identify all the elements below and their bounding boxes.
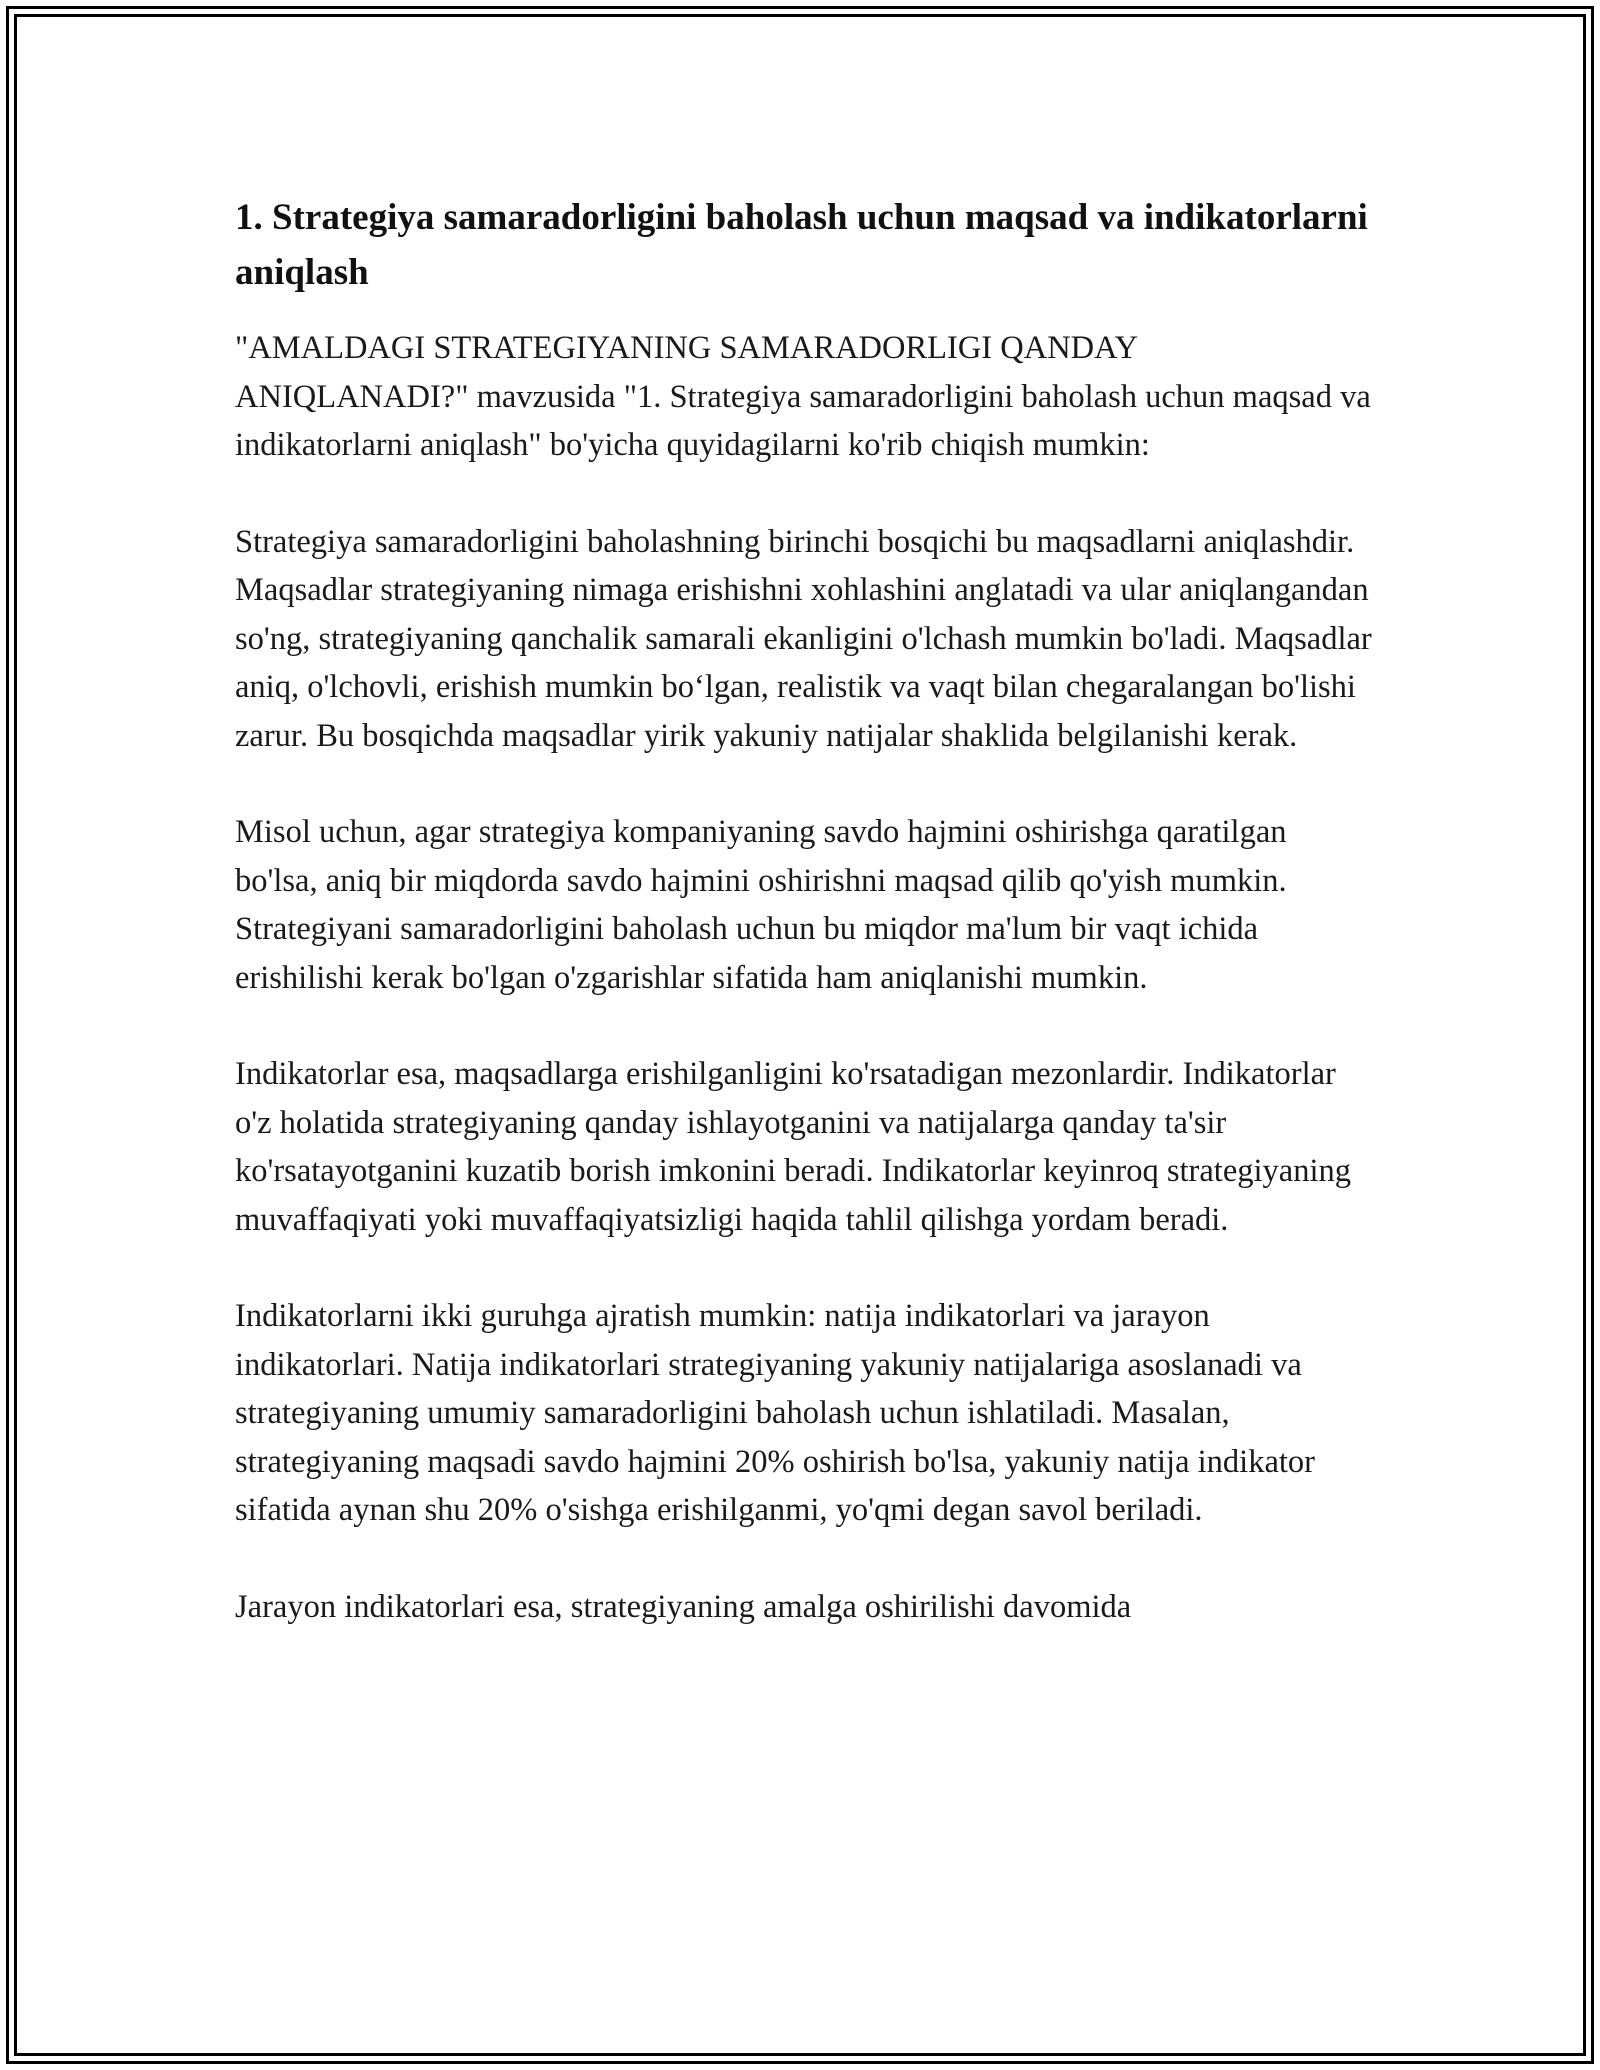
paragraph-process-indicators: Jarayon indikatorlari esa, strategiyaning amalga oshirilishi davomida [235, 1588, 1132, 1625]
paragraph-indicator-groups: Indikatorlarni ikki guruhga ajratish mumkin: natija indikatorlari va jarayon indikatorlari. Natija indikatorlari strategiyaning yakuniy natijalariga asoslanadi va strategiyaning umumiy samaradorligini baholash uchun ishlatiladi. Masalan, strategiyaning maqsadi savdo hajmini 20% oshirish bo'lsa, yakuniy natija indikator sifatida aynan shu 20% o'sishga erishilganmi, yo'qmi degan savol beriladi. [235, 1298, 1315, 1528]
paragraph-example: Misol uchun, agar strategiya kompaniyaning savdo hajmini oshirishga qaratilgan bo'lsa, aniq bir miqdorda savdo hajmini oshirishni maqsad qilib qo'yish mumkin. Strategiyani samaradorligini baholash uchun bu miqdor ma'lum bir vaqt ichida erishilishi kerak bo'lgan o'zgarishlar sifatida ham aniqlanishi mumkin. [235, 814, 1287, 996]
paragraph-indicators: Indikatorlar esa, maqsadlarga erishilganligini ko'rsatadigan mezonlardir. Indikatorlar o'z holatida strategiyaning qanday ishlayotganini va natijalarga qanday ta'sir ko'rsatayotganini kuzatib borish imkonini beradi. Indikatorlar keyinroq strategiyaning muvaffaqiyati yoki muvaffaqiyatsizligi haqida tahlil qilishga yordam beradi. [235, 1056, 1351, 1238]
section-title: 1. Strategiya samaradorligini baholash uchun maqsad va indikatorlarni aniqlash [235, 197, 1368, 293]
document-page [235, 190, 1375, 1631]
paragraph-intro: "AMALDAGI STRATEGIYANING SAMARADORLIGI QANDAY ANIQLANADI?" mavzusida "1. Strategiya samaradorligini baholash uchun maqsad va indikatorlarni aniqlash" bo'yicha quyidagilarni ko'rib chiqish mumkin: [235, 330, 1371, 463]
paragraph-goals: Strategiya samaradorligini baholashning birinchi bosqichi bu maqsadlarni aniqlashdir. Maqsadlar strategiyaning nimaga erishishni xohlashini anglatadi va ular aniqlangandan so'ng, strategiyaning qanchalik samarali ekanligini o'lchash mumkin bo'ladi. Maqsadlar aniq, o'lchovli, erishish mumkin bo‘lgan, realistik va vaqt bilan chegaralangan bo'lishi zarur. Bu bosqichda maqsadlar yirik yakuniy natijalar shaklida belgilanishi kerak. [235, 523, 1372, 754]
